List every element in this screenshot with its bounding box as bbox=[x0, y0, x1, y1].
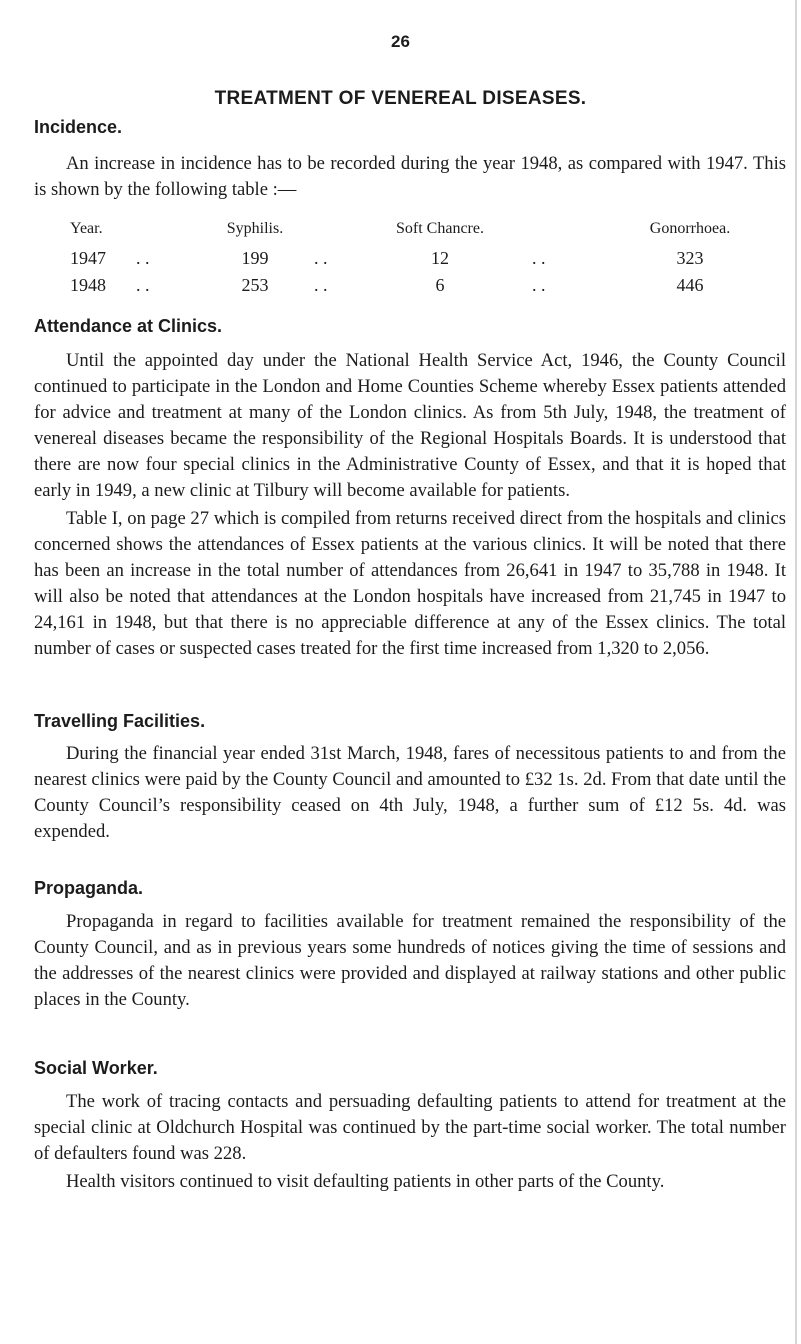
paragraph-attendance-2: Table I, on page 27 which is compiled from returns received direct from the hospitals and clinics concerned shows the attendances of Essex patients at the various clinics. It will be noted that there has been an increase in the total number of attendances from 26,641 in 1947 to 35,788 in 1948. It will also be noted that attendances at the London hospitals have increased from 21,745 in 1947 to 24,161 in 1948, but that there is no appreciable difference at any of the Essex clinics. The total number of cases or suspected cases treated for the first time increased from 1,320 to 2,056. bbox=[34, 508, 786, 659]
header-gonorrhoea: Gonorrhoea. bbox=[649, 220, 731, 237]
incidence-table-header bbox=[70, 220, 770, 244]
leader-dots: . . bbox=[314, 275, 328, 295]
leader-dots: . . bbox=[532, 275, 546, 295]
header-year: Year. bbox=[70, 220, 103, 237]
table-row bbox=[70, 248, 770, 272]
leader-dots: . . bbox=[532, 248, 546, 268]
header-syphilis: Syphilis. bbox=[226, 220, 284, 237]
header-soft-chancre: Soft Chancre. bbox=[396, 220, 484, 237]
cell-soft-chancre: 12 bbox=[431, 248, 449, 268]
paragraph-social-worker-1: The work of tracing contacts and persuading defaulting patients to attend for treatment at the special clinic at Oldchurch Hospital was continued by the part-time social worker. The total number of defaulters found was 228. bbox=[34, 1091, 786, 1164]
paragraph-propaganda: Propaganda in regard to facilities available for treatment remained the responsibility of the County Council, and as in previous years some hundreds of notices giving the time of sessions and the addresses of the nearest clinics were provided and displayed at railway stations and other public places in the County. bbox=[34, 911, 786, 1010]
leader-dots: . . bbox=[136, 248, 150, 268]
page-number: 26 bbox=[391, 32, 410, 51]
leader-dots: . . bbox=[136, 275, 150, 295]
cell-syphilis: 253 bbox=[241, 275, 269, 295]
cell-gonorrhoea: 323 bbox=[676, 248, 704, 268]
cell-soft-chancre: 6 bbox=[435, 275, 445, 295]
heading-travelling: Travelling Facilities. bbox=[34, 711, 206, 731]
heading-attendance: Attendance at Clinics. bbox=[34, 316, 223, 336]
cell-gonorrhoea: 446 bbox=[676, 275, 704, 295]
paragraph-social-worker-2: Health visitors continued to visit defaulting patients in other parts of the County. bbox=[66, 1171, 665, 1192]
heading-incidence: Incidence. bbox=[34, 117, 123, 137]
cell-year: 1947 bbox=[70, 248, 106, 268]
cell-year: 1948 bbox=[70, 275, 106, 295]
paragraph-incidence: An increase in incidence has to be recorded during the year 1948, as compared with 1947. This is shown by the following table :— bbox=[34, 153, 786, 200]
paragraph-travelling: During the financial year ended 31st March, 1948, fares of necessitous patients to and from the nearest clinics were paid by the County Council and amounted to £32 1s. 2d. From that date until the County Council’s responsibility ceased on 4th July, 1948, a further sum of £12 5s. 4d. was expended. bbox=[34, 743, 786, 842]
table-row bbox=[70, 275, 770, 299]
document-title: TREATMENT OF VENEREAL DISEASES. bbox=[214, 88, 587, 109]
heading-propaganda: Propaganda. bbox=[34, 878, 144, 898]
leader-dots: . . bbox=[314, 248, 328, 268]
heading-social-worker: Social Worker. bbox=[34, 1058, 158, 1078]
paragraph-attendance-1: Until the appointed day under the National Health Service Act, 1946, the County Council continued to participate in the London and Home Counties Scheme whereby Essex patients attended for advice and treatment at many of the London clinics. As from 5th July, 1948, the treatment of venereal diseases became the responsibility of the Regional Hospitals Boards. It is understood that there are now four special clinics in the Administrative County of Essex, and that it is hoped that early in 1949, a new clinic at Tilbury will become available for patients. bbox=[34, 350, 786, 501]
cell-syphilis: 199 bbox=[241, 248, 269, 268]
page-edge-shadow bbox=[795, 0, 797, 1344]
